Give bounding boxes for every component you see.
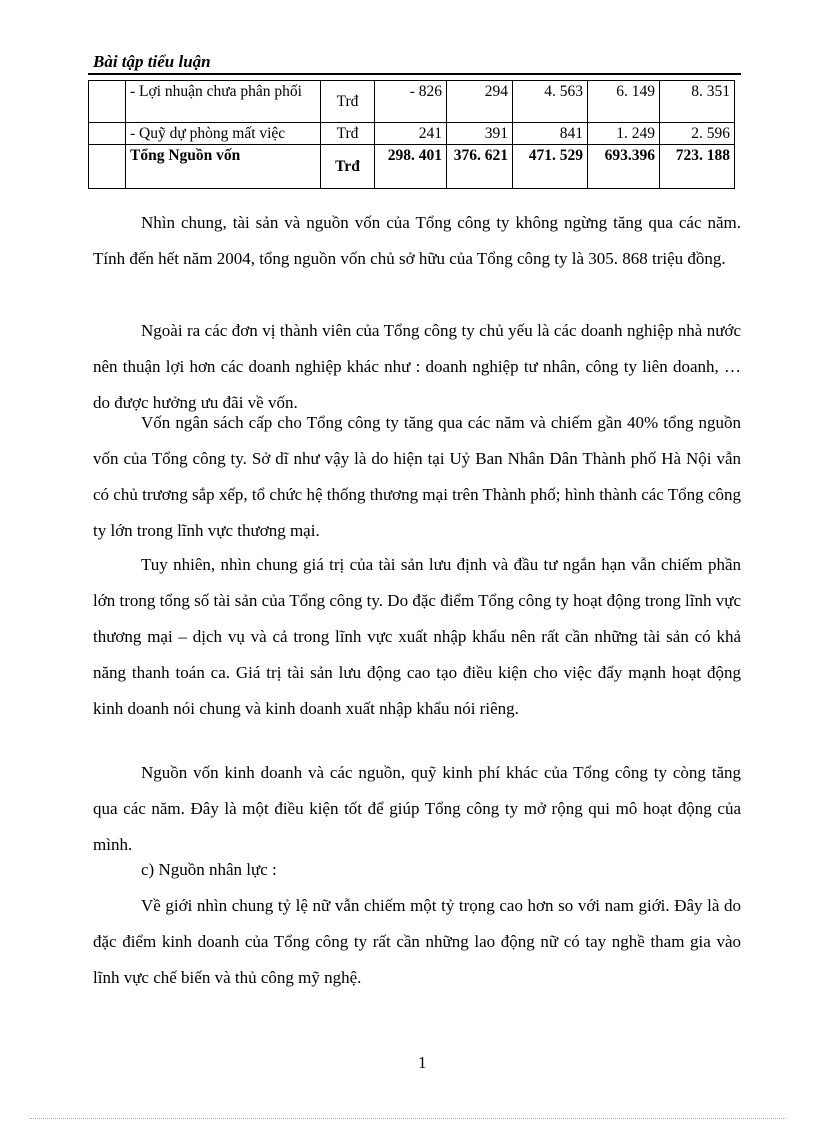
footer-divider — [30, 1118, 786, 1119]
table-row — [89, 123, 735, 145]
value-cell: 391 — [447, 123, 513, 145]
unit-cell: Trđ — [321, 123, 375, 145]
value-cell: 1. 249 — [588, 123, 660, 145]
row-label: - Quỹ dự phòng mất việc — [126, 123, 321, 145]
body-paragraph: Tuy nhiên, nhìn chung giá trị của tài sản lưu định và đầu tư ngắn hạn vẫn chiếm phần lớn trong tổng số tài sản của Tổng công ty. Do đặc điểm Tổng công ty hoạt động trong lĩnh vực thương mại – dịch vụ và cả trong lĩnh vực xuất nhập khẩu nên rất cần những tài sản có khả năng thanh toán ca. Giá trị tài sản lưu động cao tạo điều kiện cho việc đẩy mạnh hoạt động kinh doanh nói chung và kinh doanh xuất nhập khẩu nói riêng. — [93, 555, 741, 718]
value-cell: 6. 149 — [588, 81, 660, 123]
table-cell-blank — [89, 145, 126, 189]
value-cell: 8. 351 — [660, 81, 735, 123]
capital-table — [88, 80, 735, 189]
value-cell: 471. 529 — [513, 145, 588, 189]
page-number: 1 — [418, 1053, 427, 1072]
unit-cell: Trđ — [321, 81, 375, 123]
body-paragraph: Về giới nhìn chung tỷ lệ nữ vẫn chiếm một tỷ trọng cao hơn so với nam giới. Đây là do đặc điểm kinh doanh của Tổng công ty rất cần những lao động nữ có tay nghề tham gia vào lĩnh vực chế biến và thủ công mỹ nghệ. — [93, 896, 741, 987]
section-heading: c) Nguồn nhân lực : — [141, 860, 277, 879]
value-cell: 294 — [447, 81, 513, 123]
value-cell: 241 — [375, 123, 447, 145]
header-rule — [88, 73, 741, 75]
value-cell: 693.396 — [588, 145, 660, 189]
table-row — [89, 81, 735, 123]
body-paragraph: Nguồn vốn kinh doanh và các nguồn, quỹ kinh phí khác của Tổng công ty còng tăng qua các năm. Đây là một điều kiện tốt để giúp Tổng công ty mở rộng qui mô hoạt động của mình. — [93, 763, 741, 854]
value-cell: 4. 563 — [513, 81, 588, 123]
value-cell: 723. 188 — [660, 145, 735, 189]
body-paragraph: Ngoài ra các đơn vị thành viên của Tổng công ty chủ yếu là các doanh nghiệp nhà nước nên thuận lợi hơn các doanh nghiệp khác như : doanh nghiệp tư nhân, công ty liên doanh, … do được hưởng ưu đãi về vốn. — [93, 321, 741, 412]
value-cell: 841 — [513, 123, 588, 145]
row-label: Tổng Nguồn vốn — [126, 145, 321, 189]
document-header-title: Bài tập tiểu luận — [93, 52, 211, 71]
unit-cell: Trđ — [321, 145, 375, 189]
table-cell-blank — [89, 81, 126, 123]
body-paragraph: Nhìn chung, tài sản và nguồn vốn của Tổng công ty không ngừng tăng qua các năm. Tính đến hết năm 2004, tổng nguồn vốn chủ sở hữu của Tổng công ty là 305. 868 triệu đồng. — [93, 213, 741, 268]
value-cell: 2. 596 — [660, 123, 735, 145]
body-paragraph: Vốn ngân sách cấp cho Tổng công ty tăng qua các năm và chiếm gần 40% tổng nguồn vốn của Tổng công ty. Sở dĩ như vậy là do hiện tại Uỷ Ban Nhân Dân Thành phố Hà Nội vẫn có chủ trương sắp xếp, tổ chức hệ thống thương mại trên Thành phố; hình thành các Tổng công ty lớn trong lĩnh vực thương mại. — [93, 413, 741, 540]
value-cell: - 826 — [375, 81, 447, 123]
value-cell: 376. 621 — [447, 145, 513, 189]
table-cell-blank — [89, 123, 126, 145]
row-label: - Lợi nhuận chưa phân phối — [126, 81, 321, 123]
table-row-total — [89, 145, 735, 189]
value-cell: 298. 401 — [375, 145, 447, 189]
